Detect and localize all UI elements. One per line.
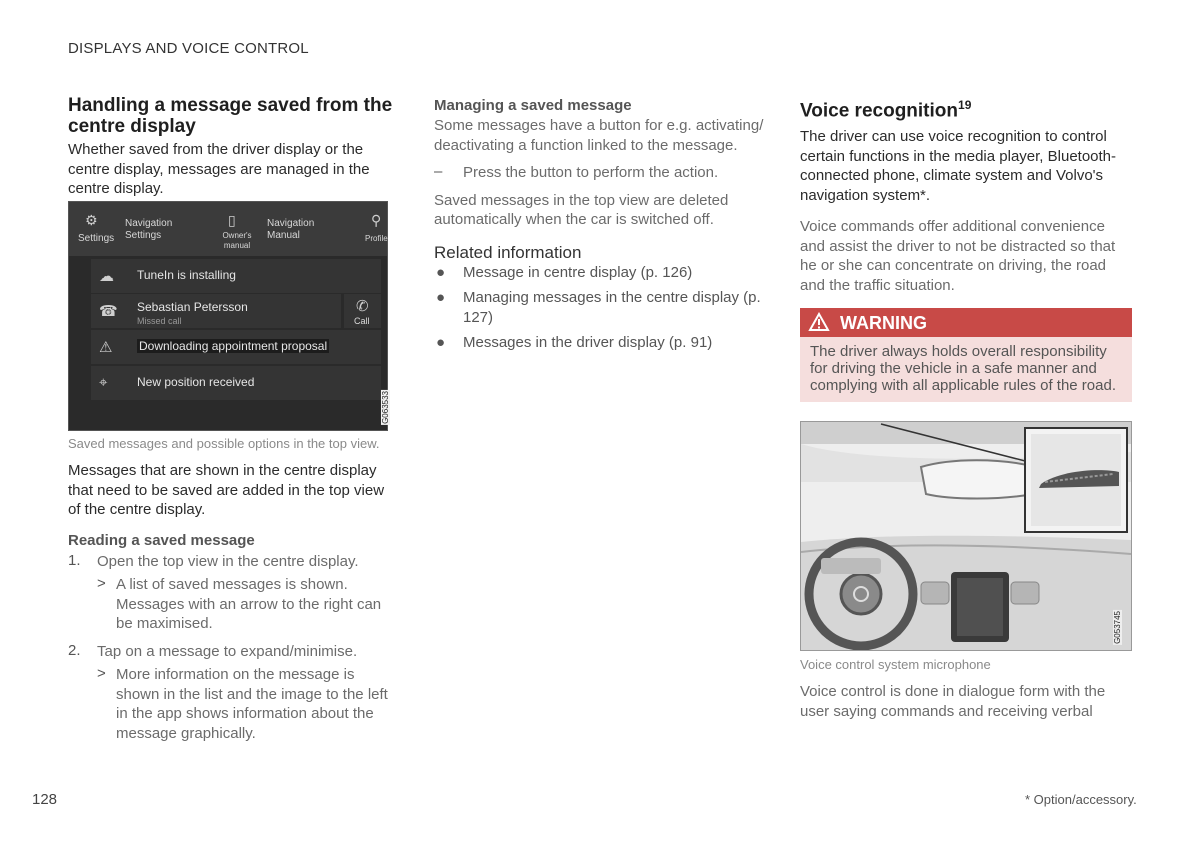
related-link[interactable]: ● Managing messages in the centre display (p. 127) [436,289,761,326]
message-sublabel: Missed call [137,316,182,326]
message-item[interactable] [91,330,381,364]
settings-icon: ⚙ [85,212,98,228]
result-marker: > [97,575,106,592]
topbar-owners-manual-label: Owner's manual [222,231,252,250]
related-list [434,263,774,353]
message-label: Downloading appointment proposal [139,339,328,353]
message-label: New position received [137,375,255,389]
profile-icon: ⚲ [371,212,382,228]
message-label: TuneIn is installing [137,268,236,282]
message-item[interactable] [91,259,381,293]
phone-icon: ☎ [99,303,118,320]
message-label: Sebastian Petersson [137,300,248,314]
option-footnote: * Option/accessory. [1025,792,1137,807]
step-result: More information on the message is shown in the list and the image to the left in the app shows information about the message graphically. [116,666,388,742]
step-text: Tap on a message to expand/minimise. [97,642,358,660]
photo-caption: Voice control system microphone [800,657,991,672]
position-icon: ⌖ [99,374,108,391]
topbar-profile-label: Profile [365,234,388,243]
related-title: Related information [434,242,582,262]
top-view-bar [69,202,387,256]
dash-marker: – [434,163,443,180]
message-item[interactable] [91,294,341,328]
dash-text: Press the button to perform the action. [463,164,719,181]
image-code: G063533 [381,391,390,424]
warning-header [800,308,1132,337]
message-item[interactable] [91,366,381,400]
managing-text: Some messages have a button for e.g. activating/ deactivating a function linked to the message. [434,117,764,154]
cloud-download-icon: ☁ [99,268,114,285]
column-middle [434,97,774,359]
subheading-managing: Managing a saved message [434,97,632,114]
centre-display-image [68,201,388,431]
section-title: Handling a message saved from the centre display [68,95,393,137]
column-right [800,95,1132,295]
page-number: 128 [32,791,58,808]
image-caption: Saved messages and possible options in the top view. [68,436,380,451]
voice-title: Voice recognition$^{19}$ [800,98,972,122]
result-marker: > [97,665,106,682]
column-left-lower [68,461,388,743]
voice-intro: The driver can use voice recognition to control certain functions in the media player, Bluetooth-connected phone, climate system and Volvo's navigation system*. [800,128,1117,204]
related-link[interactable]: ● Messages in the driver display (p. 91) [436,334,713,351]
dash-item [434,163,774,183]
subheading-reading: Reading a saved message [68,531,255,549]
column-left [68,95,393,199]
topbar-navigation-settings-label: Navigation Settings [125,218,173,241]
topbar-settings-label: Settings [78,233,115,244]
call-button[interactable] [344,294,381,328]
step-number: 2. [68,641,81,659]
step-1 [68,552,388,634]
footnote-ref: 19 [958,98,972,112]
call-label: Call [354,316,370,326]
step-text: Open the top view in the centre display. [97,552,359,570]
warning-body: The driver always holds overall responsibility for driving the vehicle in a safe manner and complying with all applicable rules of the road. [800,337,1132,402]
topbar-navigation-manual-label: Navigation Manual [267,218,315,241]
phone-icon: ✆ [356,298,369,315]
step-number: 1. [68,551,81,569]
warning-triangle-icon: ⚠ [99,339,113,356]
body-text: Messages that are shown in the centre display that need to be saved are added in the top view of the centre display. [68,462,385,518]
voice-body: Voice commands offer additional convenience and assist the driver to not be distracted so that he or she can concentrate on driving, the road and the traffic situation. [800,218,1116,294]
car-interior-photo [800,421,1132,651]
deleted-text: Saved messages in the top view are deleted automatically when the car is switched off. [434,191,729,228]
step-2 [68,642,388,744]
voice-dialogue-text: Voice control is done in dialogue form with the user saying commands and receiving verbal [800,683,1106,720]
image-code: G053745 [1113,611,1122,644]
warning-title: WARNING [840,313,927,333]
book-icon: ▯ [228,212,236,228]
car-interior-illustration [801,422,1131,650]
intro-text: Whether saved from the driver display or the centre display, messages are managed in the centre display. [68,141,370,197]
step-result: A list of saved messages is shown. Messages with an arrow to the right can be maximised. [116,576,382,632]
section-header: DISPLAYS AND VOICE CONTROL [68,40,309,57]
warning-icon [808,312,830,332]
related-link[interactable]: ● Message in centre display (p. 126) [436,263,693,281]
